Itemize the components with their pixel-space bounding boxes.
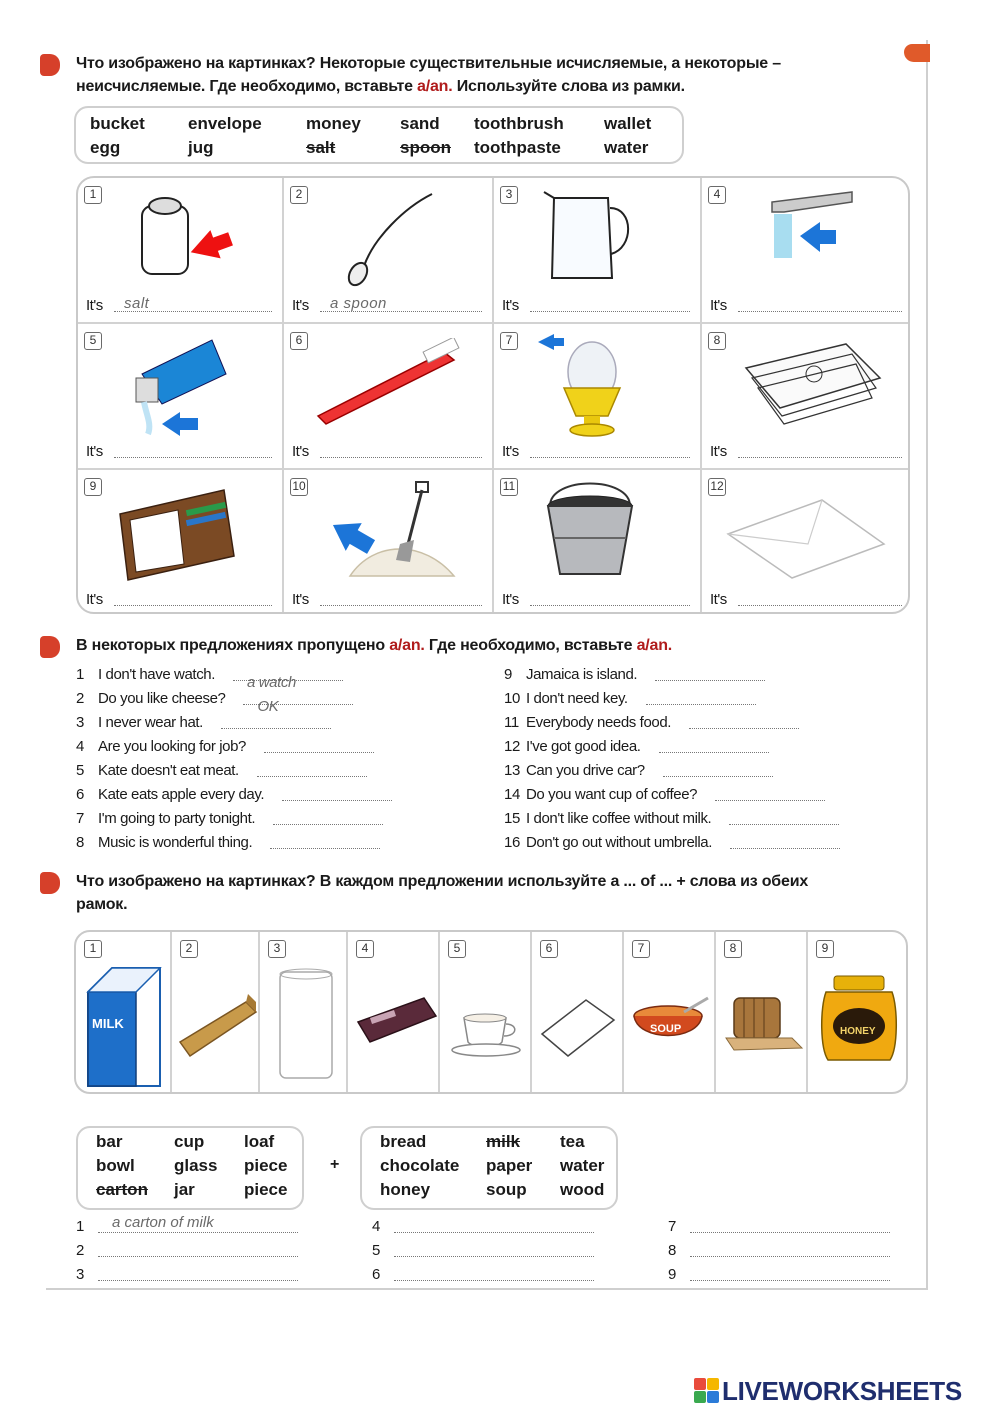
instruction-text: В некоторых предложениях пропущено: [76, 637, 390, 654]
cell-number: 12: [708, 478, 726, 496]
sentence-number: 7: [76, 810, 84, 827]
word: chocolate: [380, 1156, 460, 1175]
word: piece: [244, 1180, 288, 1199]
cell-number: 4: [708, 186, 726, 204]
answer-blank[interactable]: [233, 674, 343, 691]
milk-carton-image: [82, 962, 168, 1094]
exercise-1-instruction: [76, 52, 781, 98]
answer-line: [320, 605, 482, 606]
answer-line: [738, 457, 902, 458]
sentence-text: I never wear hat.: [98, 714, 203, 731]
picture-cell-3: [494, 178, 702, 324]
sentence-number: 11: [504, 714, 519, 731]
sentence-text: Are you looking for job?: [98, 738, 246, 755]
picture-strip-3: [74, 930, 908, 1094]
sentence-item: [76, 690, 353, 715]
answer-blank[interactable]: [690, 1256, 890, 1257]
sentence-text: Can you drive car?: [526, 762, 645, 779]
corner-tab: [904, 44, 930, 62]
salt-shaker-image: [128, 192, 238, 288]
picture-cell-5: [78, 324, 284, 470]
cell-number: 5: [84, 332, 102, 350]
cell-number: 3: [268, 940, 286, 958]
its-label: It's: [292, 443, 309, 460]
answer-blank[interactable]: [690, 1232, 890, 1233]
cell-number: 11: [500, 478, 518, 496]
answer-text: a carton of milk: [112, 1214, 214, 1231]
sentence-number: 14: [504, 786, 520, 803]
sand-image: [324, 480, 464, 590]
answer-number: 6: [372, 1266, 381, 1283]
sentence-number: 12: [504, 738, 520, 755]
picture-cell-1: [78, 178, 284, 324]
sentence-text: Don't go out without umbrella.: [526, 834, 712, 851]
instruction-highlight: a/an.: [417, 78, 453, 95]
word-box-3a: [76, 1126, 304, 1210]
strip-cell-6: [532, 932, 624, 1092]
word-crossed: carton: [96, 1180, 148, 1199]
cell-number: 9: [816, 940, 834, 958]
water-tap-image: [762, 188, 872, 278]
word-crossed: milk: [486, 1132, 521, 1151]
picture-cell-10: [284, 470, 494, 614]
its-label: It's: [86, 591, 103, 608]
answer-blank[interactable]: [282, 800, 392, 801]
its-label: It's: [292, 297, 309, 314]
word: envelope: [188, 114, 262, 133]
picture-cell-2: [284, 178, 494, 324]
word: jug: [188, 138, 214, 157]
answer-text: a watch: [247, 674, 296, 691]
sentence-number: 2: [76, 690, 84, 707]
its-label: It's: [502, 297, 519, 314]
strip-cell-8: [716, 932, 808, 1092]
sentence-number: 5: [76, 762, 84, 779]
word: paper: [486, 1156, 533, 1175]
answer-text[interactable]: a spoon: [330, 295, 387, 312]
cell-number: 1: [84, 940, 102, 958]
answer-line: [320, 457, 482, 458]
exercise-3-marker: [40, 872, 60, 894]
sentence-text: I'm going to party tonight.: [98, 810, 256, 827]
cell-number: 5: [448, 940, 466, 958]
picture-cell-7: [494, 324, 702, 470]
sentence-number: 10: [504, 690, 520, 707]
honey-label: HONEY: [840, 1026, 876, 1037]
sentence-number: 15: [504, 810, 520, 827]
word: sand: [400, 114, 440, 133]
its-label: It's: [710, 297, 727, 314]
picture-cell-12: [702, 470, 910, 614]
word: jar: [174, 1180, 195, 1199]
answer-blank[interactable]: [270, 848, 380, 849]
sentence-number: 6: [76, 786, 84, 803]
word: cup: [174, 1132, 205, 1151]
cell-number: 2: [180, 940, 198, 958]
answer-blank[interactable]: [715, 800, 825, 801]
word-crossed: salt: [306, 138, 336, 157]
sentence-item: [76, 666, 343, 691]
word: toothpaste: [474, 138, 561, 157]
instruction-text: Где необходимо, вставьте: [424, 637, 637, 654]
its-label: It's: [292, 591, 309, 608]
picture-grid-1: [76, 176, 910, 614]
exercise-1-marker: [40, 54, 60, 76]
answer-blank[interactable]: [257, 776, 367, 777]
sentence-number: 13: [504, 762, 520, 779]
toothbrush-image: [304, 338, 474, 428]
answer-line: [530, 457, 690, 458]
cell-number: 4: [356, 940, 374, 958]
instruction-text: Используйте слова из рамки.: [452, 78, 685, 95]
honey-jar-image: [814, 968, 904, 1068]
sentence-item: [76, 834, 380, 851]
sentence-item: [504, 834, 840, 851]
glass-image: [274, 966, 340, 1086]
word: loaf: [244, 1132, 275, 1151]
sentence-number: 4: [76, 738, 84, 755]
sentence-item: [504, 714, 799, 731]
strip-cell-1: [76, 932, 172, 1092]
cup-image: [448, 1010, 528, 1060]
answer-line-item: [76, 1266, 298, 1283]
sentence-text: Kate doesn't eat meat.: [98, 762, 239, 779]
jug-image: [538, 188, 648, 288]
envelope-image: [722, 494, 892, 584]
word-box-1: [74, 106, 684, 164]
answer-blank[interactable]: [394, 1280, 594, 1281]
answer-line-item: [76, 1242, 298, 1259]
word-box-3b: [360, 1126, 618, 1210]
answer-line: [530, 605, 690, 606]
word: glass: [174, 1156, 218, 1175]
word: bucket: [90, 114, 145, 133]
loaf-of-bread-image: [722, 988, 806, 1058]
strip-cell-7: [624, 932, 716, 1092]
cell-number: 1: [84, 186, 102, 204]
word: egg: [90, 138, 121, 157]
picture-cell-8: [702, 324, 910, 470]
its-label: It's: [86, 443, 103, 460]
answer-line-item: [76, 1214, 298, 1235]
cell-number: 10: [290, 478, 308, 496]
sentence-text: Kate eats apple every day.: [98, 786, 265, 803]
instruction-text: неисчисляемые. Где необходимо, вставьте: [76, 78, 418, 95]
answer-blank[interactable]: [394, 1232, 594, 1233]
word: honey: [380, 1180, 431, 1199]
cell-number: 6: [540, 940, 558, 958]
sentence-text: Everybody needs food.: [526, 714, 672, 731]
spoon-image: [324, 188, 444, 288]
answer-blank[interactable]: [221, 728, 331, 729]
plus-sign: +: [330, 1156, 340, 1173]
answer-number: 9: [668, 1266, 677, 1283]
its-label: It's: [710, 591, 727, 608]
answer-blank[interactable]: [264, 752, 374, 753]
strip-cell-2: [172, 932, 260, 1092]
answer-number: 3: [76, 1266, 85, 1283]
answer-line-item: [668, 1242, 890, 1259]
answer-line-item: [372, 1266, 594, 1283]
word: bread: [380, 1132, 427, 1151]
sentence-item: [504, 690, 756, 707]
sentence-text: I don't like coffee without milk.: [526, 810, 712, 827]
answer-number: 8: [668, 1242, 677, 1259]
answer-number: 5: [372, 1242, 381, 1259]
instruction-line-2: [76, 75, 781, 98]
soup-label: SOUP: [650, 1023, 682, 1035]
answer-number: 2: [76, 1242, 85, 1259]
answer-text: OK: [257, 698, 279, 715]
sentence-number: 9: [504, 666, 512, 683]
answer-blank[interactable]: [689, 728, 799, 729]
sentence-number: 16: [504, 834, 520, 851]
answer-line: [738, 311, 902, 312]
sentence-item: [504, 786, 825, 803]
sentence-item: [504, 738, 769, 755]
answer-blank[interactable]: [655, 680, 765, 681]
piece-of-wood-image: [176, 972, 260, 1072]
word: water: [560, 1156, 605, 1175]
answer-number: 1: [76, 1218, 85, 1235]
cell-number: 8: [724, 940, 742, 958]
picture-cell-4: [702, 178, 910, 324]
sentence-text: Do you want cup of coffee?: [526, 786, 698, 803]
its-label: It's: [710, 443, 727, 460]
answer-number: 7: [668, 1218, 677, 1235]
answer-blank[interactable]: [394, 1256, 594, 1257]
sentence-item: [504, 762, 773, 779]
strip-cell-9: [808, 932, 908, 1092]
soup-bowl-image: [628, 996, 714, 1056]
piece-of-paper-image: [538, 994, 618, 1064]
answer-blank[interactable]: [690, 1280, 890, 1281]
money-image: [736, 338, 886, 428]
bucket-image: [538, 476, 648, 586]
brand-logo-icon: [694, 1378, 720, 1404]
word: toothbrush: [474, 114, 564, 133]
answer-line: [530, 311, 690, 312]
strip-cell-5: [440, 932, 532, 1092]
answer-blank[interactable]: [98, 1256, 298, 1257]
sentence-number: 8: [76, 834, 84, 851]
instruction-line-1: Что изображено на картинках? В каждом предложении используйте a ... of ... + слова из обеих: [76, 873, 809, 890]
answer-line-item: [668, 1218, 890, 1235]
exercise-2-instruction: [76, 634, 672, 657]
instruction-line-1: Что изображено на картинках? Некоторые существительные исчисляемые, а некоторые –: [76, 55, 781, 72]
sentence-text: I don't have watch.: [98, 666, 216, 683]
sentence-text: I don't need key.: [526, 690, 628, 707]
worksheet-page: [46, 40, 928, 1290]
sentence-text: Music is wonderful thing.: [98, 834, 253, 851]
answer-blank[interactable]: [98, 1232, 298, 1233]
toothpaste-image: [122, 334, 242, 444]
egg-image: [534, 332, 644, 442]
picture-cell-9: [78, 470, 284, 614]
exercise-3-instruction: [76, 870, 808, 916]
answer-line: [114, 605, 272, 606]
answer-blank[interactable]: [273, 824, 383, 825]
sentence-text: I've got good idea.: [526, 738, 641, 755]
sentence-text: Jamaica is island.: [526, 666, 638, 683]
word: water: [604, 138, 649, 157]
cell-number: 3: [500, 186, 518, 204]
strip-cell-3: [260, 932, 348, 1092]
chocolate-bar-image: [354, 992, 440, 1052]
sentence-item: [504, 810, 839, 827]
word-crossed: spoon: [400, 138, 451, 157]
answer-blank[interactable]: [243, 698, 353, 715]
answer-line-item: [372, 1218, 594, 1235]
picture-cell-11: [494, 470, 702, 614]
cell-number: 2: [290, 186, 308, 204]
sentence-number: 3: [76, 714, 84, 731]
sentence-item: [76, 762, 367, 779]
cell-number: 9: [84, 478, 102, 496]
word: bar: [96, 1132, 123, 1151]
wallet-image: [114, 484, 244, 584]
milk-label: MILK: [92, 1016, 124, 1031]
answer-line-item: [372, 1242, 594, 1259]
answer-blank[interactable]: [659, 752, 769, 753]
its-label: It's: [502, 443, 519, 460]
sentence-number: 1: [76, 666, 84, 683]
its-label: It's: [502, 591, 519, 608]
instruction-line-2: рамок.: [76, 896, 128, 913]
sentence-item: [76, 810, 383, 827]
instruction-highlight: a/an.: [389, 637, 425, 654]
answer-blank[interactable]: [730, 848, 840, 849]
sentence-item: [76, 738, 374, 755]
answer-text[interactable]: salt: [124, 295, 150, 312]
word: bowl: [96, 1156, 135, 1175]
word: money: [306, 114, 361, 133]
exercise-2-marker: [40, 636, 60, 658]
cell-number: 8: [708, 332, 726, 350]
word: soup: [486, 1180, 527, 1199]
sentence-item: [76, 786, 392, 803]
word: tea: [560, 1132, 585, 1151]
answer-blank[interactable]: [663, 776, 773, 777]
instruction-highlight: a/an.: [636, 637, 673, 654]
sentence-item: [504, 666, 765, 683]
cell-number: 6: [290, 332, 308, 350]
brand-name: LIVEWORKSHEETS: [722, 1376, 962, 1406]
word: wood: [560, 1180, 605, 1199]
answer-number: 4: [372, 1218, 381, 1235]
its-label: It's: [86, 297, 103, 314]
sentence-text: Do you like cheese?: [98, 690, 226, 707]
answer-blank[interactable]: [729, 824, 839, 825]
answer-line: [114, 457, 272, 458]
picture-cell-6: [284, 324, 494, 470]
word: piece: [244, 1156, 288, 1175]
strip-cell-4: [348, 932, 440, 1092]
sentence-item: [76, 714, 331, 731]
cell-number: 7: [632, 940, 650, 958]
answer-blank[interactable]: [646, 704, 756, 705]
answer-line: [738, 605, 902, 606]
answer-line-item: [668, 1266, 890, 1283]
answer-blank[interactable]: [98, 1280, 298, 1281]
word: wallet: [604, 114, 652, 133]
cell-number: 7: [500, 332, 518, 350]
liveworksheets-brand: [694, 1376, 962, 1406]
